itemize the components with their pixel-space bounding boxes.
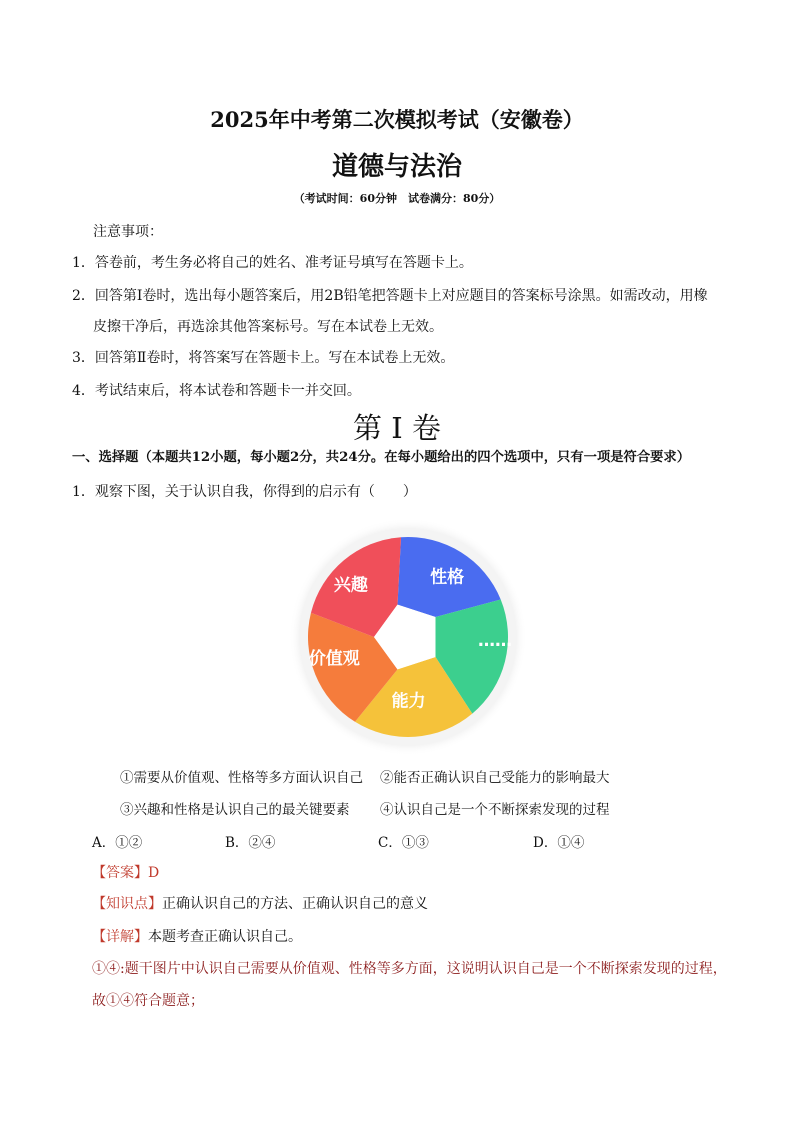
exam-title: 2025年中考第二次模拟考试（安徽卷）	[210, 107, 584, 132]
knowledge-label: 【知识点】	[92, 896, 162, 912]
section-heading-part1: 一、选择题（本题共12小题，每小题2分，共24分。在每小题给出的	[72, 450, 478, 465]
statement-1: ①需要从价值观、性格等多方面认识自己	[120, 770, 363, 786]
knowledge-value: 正确认识自己的方法、正确认识自己的意义	[162, 896, 428, 912]
wheel-segment-label: 能力	[391, 691, 426, 712]
section-heading-part2: 四个选项中	[477, 450, 544, 465]
note-item: 1．答卷前，考生务必将自己的姓名、准考证号填写在答题卡上。	[72, 255, 473, 271]
notes-heading: 注意事项：	[93, 224, 163, 240]
wheel-segment-label: ……	[478, 630, 513, 651]
subject-title: 道德与法治	[331, 152, 462, 182]
answer-line	[92, 862, 159, 882]
answer-label: 【答案】	[92, 865, 148, 881]
knowledge-line	[92, 893, 428, 913]
note-item-continued: 皮擦干净后，再选涂其他答案标号。写在本试卷上无效。	[93, 319, 443, 335]
option-a: A．①②	[92, 835, 143, 851]
analysis-line-1: ①④:题干图片中认识自己需要从价值观、性格等多方面，这说明认识自己是一个不断探索发现的过程，	[92, 961, 727, 977]
wheel-segment-label: 价值观	[308, 649, 360, 670]
wheel-segment-label: 兴趣	[333, 575, 368, 596]
detail-value: 本题考查正确认识自己。	[148, 929, 302, 945]
section-heading-part3: ，只有一项是符合要求）	[543, 450, 691, 465]
detail-line	[92, 926, 302, 946]
self-awareness-wheel	[288, 517, 528, 757]
exam-info: （考试时间：60分钟 试卷满分：80分）	[293, 192, 501, 205]
statement-3: ③兴趣和性格是认识自己的最关键要素	[120, 802, 350, 818]
statement-2: ②能否正确认识自己受能力的影响最大	[380, 770, 610, 786]
answer-value: D	[148, 865, 160, 881]
section-heading	[72, 446, 690, 465]
note-item: 3．回答第Ⅱ卷时，将答案写在答题卡上。写在本试卷上无效。	[72, 350, 455, 366]
option-d: D．①④	[533, 835, 585, 851]
volume-title: 第 I 卷	[353, 411, 441, 445]
statement-4: ④认识自己是一个不断探索发现的过程	[380, 802, 610, 818]
question-stem: 1．观察下图，关于认识自我，你得到的启示有（ ）	[72, 484, 417, 500]
note-item: 2．回答第Ⅰ卷时，选出每小题答案后，用2B铅笔把答题卡上对应题目的答案标号涂黑。如需改动，用橡	[72, 288, 708, 304]
option-c: C．①③	[378, 835, 429, 851]
wheel-segment-label: 性格	[430, 567, 465, 588]
analysis-line-2: 故①④符合题意；	[92, 993, 204, 1009]
note-item: 4．考试结束后，将本试卷和答题卡一并交回。	[72, 383, 361, 399]
detail-label: 【详解】	[92, 929, 148, 945]
option-b: B．②④	[225, 835, 276, 851]
